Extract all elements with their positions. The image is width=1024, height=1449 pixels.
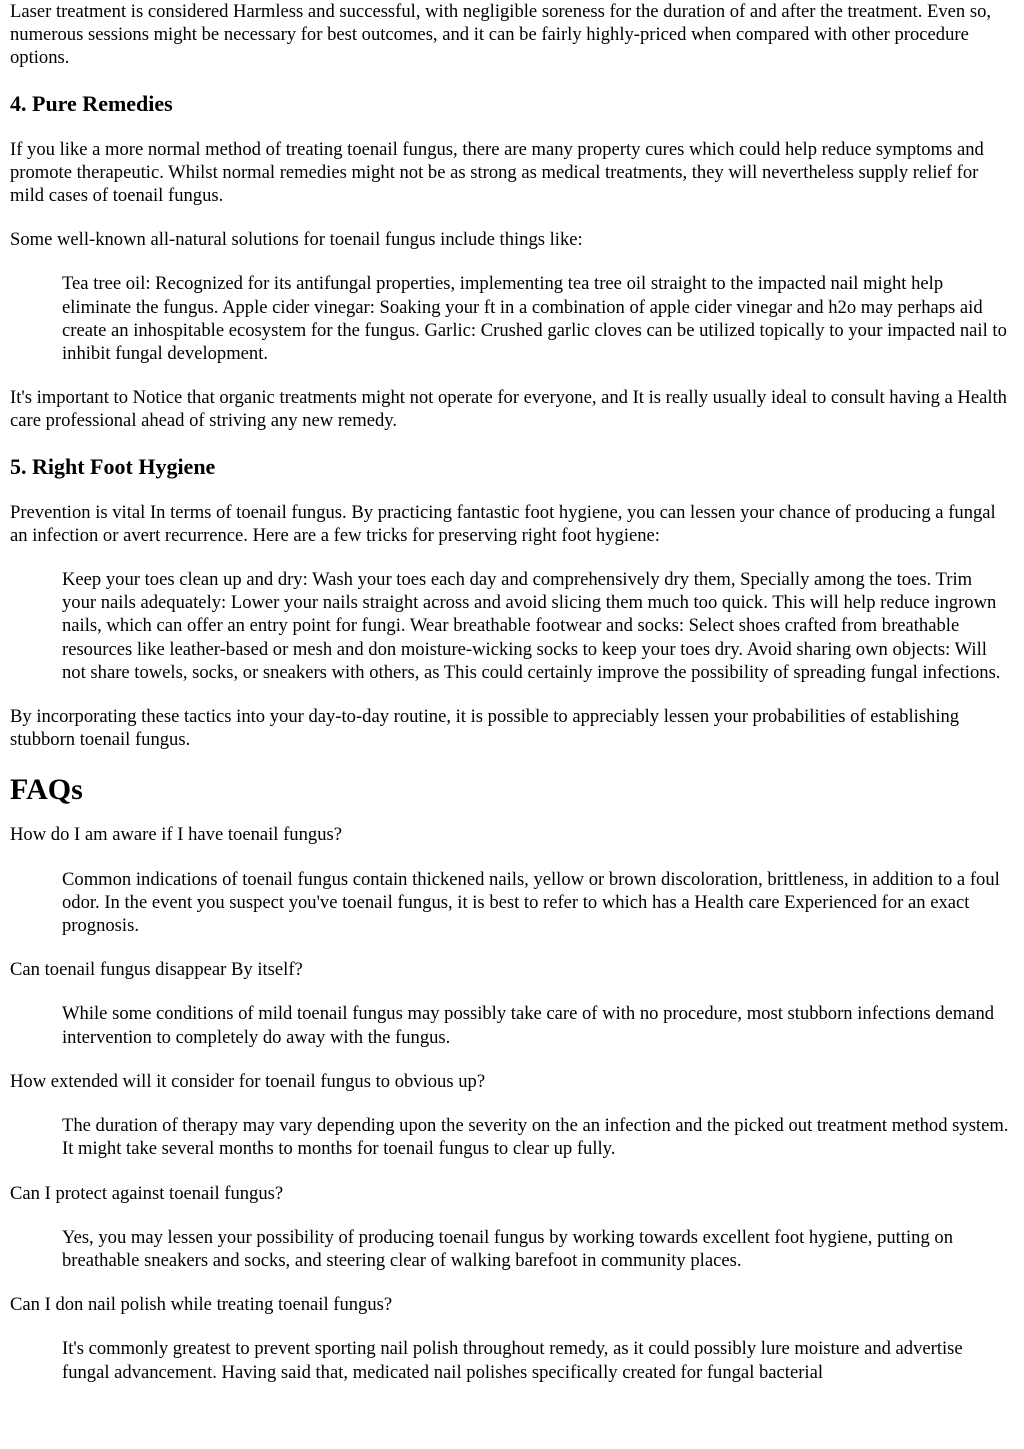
faq-answer: The duration of therapy may vary depending upon the severity on the an infection and the picked out treatment method system. It might take several months to months for toenail fungus to clear up fully. (62, 1115, 1009, 1160)
faqs-heading: FAQs (10, 773, 83, 807)
faq-question: How do I am aware if I have toenail fungus? (10, 824, 342, 846)
foot-hygiene-intro: Prevention is vital In terms of toenail fungus. By practicing fantastic foot hygiene, you can lessen your chance of producing a fungal an infection or avert recurrence. Here are a few tricks for preserving right foot hygiene: (10, 501, 996, 546)
pure-remedies-note: It's important to Notice that organic treatments might not operate for everyone, and It is really usually ideal to consult having a Health care professional ahead of striving any new remedy. (10, 387, 1007, 432)
faq-answer: It's commonly greatest to prevent sporting nail polish throughout remedy, as it could possibly lure moisture and advertise fungal advancement. Having said that, medicated nail polishes specifically created for fungal bacterial (62, 1338, 963, 1383)
faq-question: How extended will it consider for toenail fungus to obvious up? (10, 1070, 486, 1092)
faq-question: Can toenail fungus disappear By itself? (10, 959, 303, 981)
natural-remedies-blockquote: Tea tree oil: Recognized for its antifungal properties, implementing tea tree oil straight to the impacted nail might help eliminate the fungus. Apple cider vinegar: Soaking your ft in a combination of apple cider vinegar and h2o may perhaps aid create an inhospitable ecosystem for the fungus. Garlic: Crushed garlic cloves can be utilized topically to your impacted nail to inhibit fungal development. (62, 273, 1007, 365)
section-heading-pure-remedies: 4. Pure Remedies (10, 90, 173, 116)
document-page (10, 0, 1010, 1405)
faq-answer: While some conditions of mild toenail fungus may possibly take care of with no procedure, most stubborn infections demand intervention to completely do away with the fungus. (62, 1003, 995, 1048)
section-heading-foot-hygiene: 5. Right Foot Hygiene (10, 453, 216, 479)
foot-hygiene-blockquote: Keep your toes clean up and dry: Wash your toes each day and comprehensively dry them, Specially among the toes. Trim your nails adequately: Lower your nails straight across and avoid slicing them much too quick. This will help reduce ingrown nails, which can offer an entry point for fungi. Wear breathable footwear and socks: Select shoes crafted from breathable resources like leather-based or mesh and don moisture-wicking socks to keep your toes dry. Avoid sharing own objects: Will not share towels, socks, or sneakers with others, as This could certainly improve the possibility of spreading fungal infections. (62, 569, 1001, 683)
foot-hygiene-conclusion: By incorporating these tactics into your day-to-day routine, it is possible to appreciably lessen your probabilities of establishing stubborn toenail fungus. (10, 706, 960, 751)
pure-remedies-list-intro: Some well-known all-natural solutions for toenail fungus include things like: (10, 229, 583, 251)
faq-answer: Common indications of toenail fungus contain thickened nails, yellow or brown discoloration, brittleness, in addition to a foul odor. In the event you suspect you've toenail fungus, it is best to refer to which has a Health care Experienced for an exact prognosis. (62, 868, 1000, 937)
pure-remedies-intro: If you like a more normal method of treating toenail fungus, there are many property cures which could help reduce symptoms and promote therapeutic. Whilst normal remedies might not be as strong as medical treatments, they will nevertheless supply relief for mild cases of toenail fungus. (10, 138, 984, 207)
faq-question: Can I don nail polish while treating toenail fungus? (10, 1294, 393, 1316)
faq-answer: Yes, you may lessen your possibility of producing toenail fungus by working towards excellent foot hygiene, putting on breathable sneakers and socks, and steering clear of walking barefoot in community places. (62, 1226, 954, 1271)
faq-question: Can I protect against toenail fungus? (10, 1182, 284, 1204)
intro-paragraph: Laser treatment is considered Harmless and successful, with negligible soreness for the duration of and after the treatment. Even so, numerous sessions might be necessary for best outcomes, and it can be fairly highly-priced when compared with other procedure options. (10, 1, 992, 69)
